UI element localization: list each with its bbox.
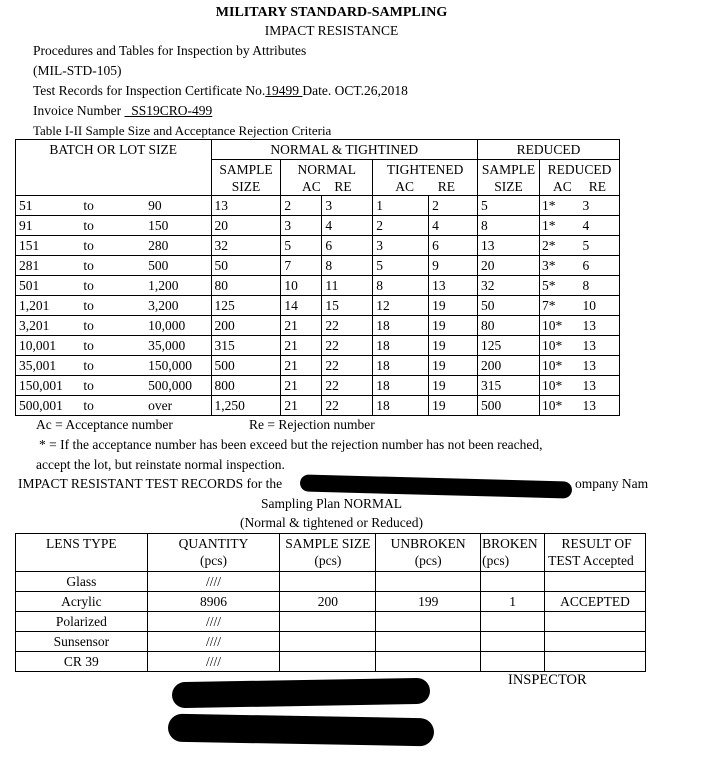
- reduced-sample-size: 80: [478, 316, 540, 336]
- sample-size: 200: [211, 316, 281, 336]
- tightened-re: 19: [429, 336, 478, 356]
- header-tightened: TIGHTENED AC RE: [373, 160, 478, 196]
- normal-ac: 21: [281, 356, 322, 376]
- reduced-ac: 3*: [540, 256, 580, 276]
- sampling-row: [16, 236, 620, 256]
- reduced-ac: 7*: [540, 296, 580, 316]
- reduced-sample-size: 5: [478, 196, 540, 216]
- reduced-re: 13: [579, 336, 619, 356]
- tightened-ac: 12: [373, 296, 429, 316]
- header-lens-type: LENS TYPE: [16, 534, 148, 572]
- reduced-sample-size: 315: [478, 376, 540, 396]
- normal-re: 22: [322, 356, 373, 376]
- reduced-re: 13: [579, 396, 619, 416]
- lot-to: to: [80, 296, 145, 316]
- reduced-ac: 1*: [540, 216, 580, 236]
- records-row: [16, 592, 646, 612]
- tightened-ac: 18: [373, 396, 429, 416]
- lot-from: 35,001: [16, 356, 81, 376]
- lot-to: to: [80, 216, 145, 236]
- tightened-re: 19: [429, 356, 478, 376]
- reduced-sample-size: 32: [478, 276, 540, 296]
- records-table: [15, 533, 646, 672]
- lot-upper: 3,200: [145, 296, 211, 316]
- sample-size: 80: [211, 276, 281, 296]
- document-subtitle: IMPACT RESISTANCE: [264, 23, 399, 38]
- normal-re: 3: [322, 196, 373, 216]
- header-reduced: REDUCED AC RE: [540, 160, 620, 196]
- lot-upper: 150: [145, 216, 211, 236]
- lot-to: to: [80, 336, 145, 356]
- test-result: [545, 652, 646, 672]
- header-batch-size: BATCH OR LOT SIZE: [16, 140, 212, 196]
- lot-from: 501: [16, 276, 81, 296]
- sample-size: 20: [211, 216, 281, 236]
- lot-from: 91: [16, 216, 81, 236]
- normal-ac: 21: [281, 376, 322, 396]
- tightened-ac: 18: [373, 316, 429, 336]
- note-asterisk-line2: accept the lot, but reinstate normal inspection.: [36, 457, 285, 472]
- header-quantity: QUANTITY (pcs): [147, 534, 280, 572]
- sampling-row: [16, 336, 620, 356]
- sample-size: 1,250: [211, 396, 281, 416]
- reduced-re: 4: [579, 216, 619, 236]
- redaction-mark: [300, 474, 572, 498]
- reduced-ac: 10*: [540, 336, 580, 356]
- normal-ac: 3: [281, 216, 322, 236]
- sample-size: [280, 652, 376, 672]
- sampling-row: [16, 276, 620, 296]
- lot-upper: 10,000: [145, 316, 211, 336]
- tightened-re: 2: [429, 196, 478, 216]
- procedures-line: Procedures and Tables for Inspection by Attributes: [33, 43, 307, 58]
- normal-ac: 21: [281, 316, 322, 336]
- lot-from: 150,001: [16, 376, 81, 396]
- sample-size: 315: [211, 336, 281, 356]
- reduced-ac: 10*: [540, 376, 580, 396]
- quantity: ////: [147, 652, 280, 672]
- unbroken-count: [376, 652, 481, 672]
- normal-re: 15: [322, 296, 373, 316]
- records-row: [16, 632, 646, 652]
- sample-size: 13: [211, 196, 281, 216]
- reduced-ac: 2*: [540, 236, 580, 256]
- sample-size: 32: [211, 236, 281, 256]
- tightened-ac: 18: [373, 376, 429, 396]
- reduced-re: 3: [579, 196, 619, 216]
- quantity: ////: [147, 572, 280, 592]
- tightened-ac: 5: [373, 256, 429, 276]
- sampling-row: [16, 376, 620, 396]
- lot-upper: over: [145, 396, 211, 416]
- tightened-re: 4: [429, 216, 478, 236]
- unbroken-count: [376, 612, 481, 632]
- lot-upper: 150,000: [145, 356, 211, 376]
- tightened-re: 19: [429, 396, 478, 416]
- lot-upper: 1,200: [145, 276, 211, 296]
- sample-size: [280, 612, 376, 632]
- lot-from: 10,001: [16, 336, 81, 356]
- sampling-row: [16, 256, 620, 276]
- reduced-sample-size: 8: [478, 216, 540, 236]
- records-row: [16, 572, 646, 592]
- unbroken-count: [376, 632, 481, 652]
- unbroken-count: 199: [376, 592, 481, 612]
- reduced-ac: 10*: [540, 396, 580, 416]
- reduced-sample-size: 20: [478, 256, 540, 276]
- normal-re: 22: [322, 316, 373, 336]
- normal-re: 22: [322, 396, 373, 416]
- tightened-ac: 1: [373, 196, 429, 216]
- reduced-re: 6: [579, 256, 619, 276]
- records-row: [16, 612, 646, 632]
- normal-re: 22: [322, 376, 373, 396]
- reduced-ac: 1*: [540, 196, 580, 216]
- reduced-sample-size: 500: [478, 396, 540, 416]
- reduced-re: 13: [579, 376, 619, 396]
- lot-upper: 280: [145, 236, 211, 256]
- sampling-row: [16, 216, 620, 236]
- document-title: MILITARY STANDARD-SAMPLING: [215, 5, 448, 20]
- tightened-ac: 2: [373, 216, 429, 236]
- lot-upper: 90: [145, 196, 211, 216]
- header-sample-size: SAMPLE SIZE (pcs): [280, 534, 376, 572]
- normal-re: 22: [322, 336, 373, 356]
- lot-to: to: [80, 356, 145, 376]
- broken-count: [481, 572, 545, 592]
- sample-size: [280, 572, 376, 592]
- tightened-ac: 18: [373, 356, 429, 376]
- reduced-sample-size: 13: [478, 236, 540, 256]
- sampling-row: [16, 396, 620, 416]
- lot-to: to: [80, 276, 145, 296]
- certificate-date: Date. OCT.26,2018: [302, 83, 408, 98]
- lot-to: to: [80, 196, 145, 216]
- normal-re: 4: [322, 216, 373, 236]
- sampling-plan-options: (Normal & tightened or Reduced): [240, 515, 423, 530]
- tightened-re: 19: [429, 316, 478, 336]
- test-result: [545, 632, 646, 652]
- note-asterisk-line1: * = If the acceptance number has been exceed but the rejection number has not been reached,: [39, 437, 543, 452]
- lens-type: CR 39: [16, 652, 148, 672]
- header-normal-tightened: NORMAL & TIGHTINED: [211, 140, 478, 160]
- reduced-sample-size: 50: [478, 296, 540, 316]
- broken-count: [481, 612, 545, 632]
- lot-to: to: [80, 376, 145, 396]
- lot-from: 500,001: [16, 396, 81, 416]
- records-heading: IMPACT RESISTANT TEST RECORDS for the: [18, 476, 283, 491]
- test-result: [545, 572, 646, 592]
- normal-ac: 21: [281, 396, 322, 416]
- invoice-line: [33, 103, 212, 119]
- normal-ac: 7: [281, 256, 322, 276]
- lot-from: 281: [16, 256, 81, 276]
- sampling-table: [15, 139, 620, 416]
- inspector-label: INSPECTOR: [508, 672, 587, 688]
- header-result: RESULT OF TEST Accepted: [545, 534, 646, 572]
- quantity: 8906: [147, 592, 280, 612]
- normal-ac: 21: [281, 336, 322, 356]
- sample-size: 800: [211, 376, 281, 396]
- header-broken: BROKEN (pcs): [481, 534, 545, 572]
- invoice-label: Invoice Number: [33, 103, 125, 118]
- lot-upper: 35,000: [145, 336, 211, 356]
- sample-size: [280, 632, 376, 652]
- lot-from: 3,201: [16, 316, 81, 336]
- tightened-re: 6: [429, 236, 478, 256]
- unbroken-count: [376, 572, 481, 592]
- lot-from: 51: [16, 196, 81, 216]
- sample-size: 125: [211, 296, 281, 316]
- sampling-row: [16, 316, 620, 336]
- lot-to: to: [80, 256, 145, 276]
- header-normal: NORMAL AC RE: [281, 160, 373, 196]
- invoice-number: SS19CRO-499: [124, 103, 213, 118]
- lot-from: 151: [16, 236, 81, 256]
- reduced-re: 8: [579, 276, 619, 296]
- sampling-row: [16, 296, 620, 316]
- tightened-re: 13: [429, 276, 478, 296]
- lot-upper: 500,000: [145, 376, 211, 396]
- reduced-re: 13: [579, 356, 619, 376]
- broken-count: [481, 652, 545, 672]
- standard-reference: (MIL-STD-105): [33, 63, 122, 78]
- lot-to: to: [80, 396, 145, 416]
- tightened-ac: 18: [373, 336, 429, 356]
- lot-from: 1,201: [16, 296, 81, 316]
- header-reduced-group: REDUCED: [478, 140, 620, 160]
- note-rejection: Re = Rejection number: [249, 417, 375, 432]
- tightened-re: 9: [429, 256, 478, 276]
- broken-count: [481, 632, 545, 652]
- signature-redaction: [172, 678, 430, 708]
- tightened-ac: 8: [373, 276, 429, 296]
- certificate-label: Test Records for Inspection Certificate No.: [33, 83, 266, 98]
- broken-count: 1: [481, 592, 545, 612]
- records-header-row: [16, 534, 646, 572]
- sampling-row: [16, 196, 620, 216]
- signature-redaction-2: [168, 714, 434, 747]
- certificate-line: [33, 83, 408, 99]
- lens-type: Glass: [16, 572, 148, 592]
- normal-ac: 5: [281, 236, 322, 256]
- reduced-re: 13: [579, 316, 619, 336]
- reduced-ac: 10*: [540, 316, 580, 336]
- lens-type: Polarized: [16, 612, 148, 632]
- normal-re: 6: [322, 236, 373, 256]
- records-row: [16, 652, 646, 672]
- lot-to: to: [80, 316, 145, 336]
- tightened-re: 19: [429, 296, 478, 316]
- reduced-ac: 5*: [540, 276, 580, 296]
- tightened-re: 19: [429, 376, 478, 396]
- sampling-header-row-1: [16, 140, 620, 160]
- sample-size: 50: [211, 256, 281, 276]
- sample-size: 500: [211, 356, 281, 376]
- quantity: ////: [147, 612, 280, 632]
- reduced-sample-size: 200: [478, 356, 540, 376]
- normal-ac: 14: [281, 296, 322, 316]
- tightened-ac: 3: [373, 236, 429, 256]
- sampling-plan: Sampling Plan NORMAL: [260, 496, 402, 511]
- lot-upper: 500: [145, 256, 211, 276]
- lens-type: Sunsensor: [16, 632, 148, 652]
- table-caption: Table I-II Sample Size and Acceptance Rejection Criteria: [33, 123, 332, 138]
- records-heading-company: ompany Nam: [575, 476, 649, 491]
- header-unbroken: UNBROKEN (pcs): [376, 534, 481, 572]
- certificate-number: 19499: [265, 83, 303, 98]
- header-sample-size: SAMPLE SIZE: [211, 160, 281, 196]
- sampling-row: [16, 356, 620, 376]
- quantity: ////: [147, 632, 280, 652]
- reduced-sample-size: 125: [478, 336, 540, 356]
- sample-size: 200: [280, 592, 376, 612]
- lens-type: Acrylic: [16, 592, 148, 612]
- test-result: ACCEPTED: [545, 592, 646, 612]
- normal-ac: 10: [281, 276, 322, 296]
- normal-ac: 2: [281, 196, 322, 216]
- test-result: [545, 612, 646, 632]
- lot-to: to: [80, 236, 145, 256]
- reduced-ac: 10*: [540, 356, 580, 376]
- normal-re: 11: [322, 276, 373, 296]
- note-acceptance: Ac = Acceptance number: [36, 417, 173, 432]
- header-reduced-sample-size: SAMPLE SIZE: [478, 160, 540, 196]
- reduced-re: 5: [579, 236, 619, 256]
- normal-re: 8: [322, 256, 373, 276]
- reduced-re: 10: [579, 296, 619, 316]
